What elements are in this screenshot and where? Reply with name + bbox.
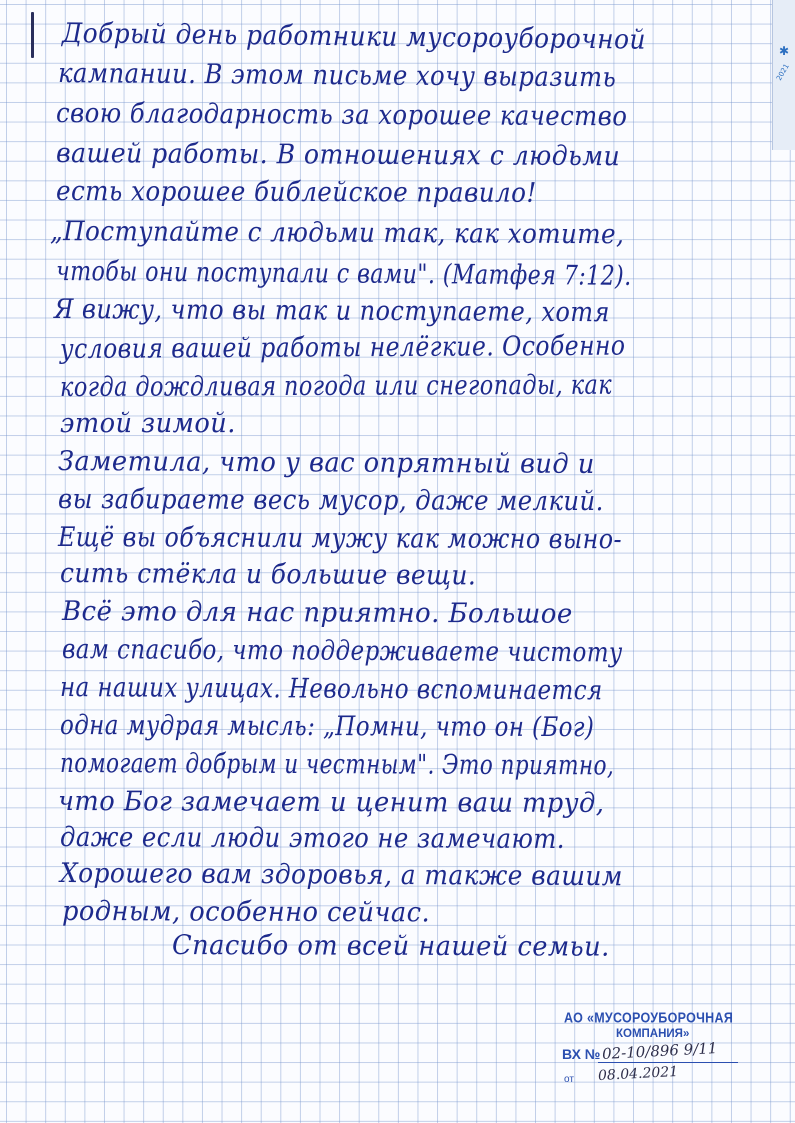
letter-line-12: Заметила, что у вас опрятный вид и [57, 446, 595, 480]
letter-line-11: этой зимой. [60, 408, 236, 439]
corner-strip-text: 2021 [775, 62, 791, 82]
letter-line-24: родным, особенно сейчас. [61, 896, 431, 929]
stamp-date-prefix: от [564, 1074, 574, 1085]
letter-line-17: вам спасибо, что поддерживаете чистоту [61, 634, 623, 669]
registration-stamp [558, 1008, 758, 1098]
stamp-organization-line1: АО «МУСОРОУБОРОЧНАЯ [564, 1010, 734, 1027]
stamp-organization-line2: КОМПАНИЯ» [616, 1028, 690, 1040]
letter-line-2: кампании. В этом письме хочу выразить [57, 58, 617, 94]
star-icon: ✱ [779, 44, 790, 58]
letter-line-10: когда дождливая погода или снегопады, как [59, 369, 613, 403]
letter-line-1: Добрый день работники мусороуборочной [61, 18, 647, 56]
margin-mark [31, 12, 34, 58]
letter-line-21: что Бог замечает и ценит ваш труд, [57, 786, 605, 820]
letter-line-18: на наших улицах. Невольно вспоминается [59, 672, 603, 707]
stamp-date: 08.04.2021 [597, 1063, 679, 1085]
letter-line-23: Хорошего вам здоровья, а также вашим [59, 858, 623, 893]
letter-line-22: даже если люди этого не замечают. [59, 822, 566, 855]
letter-line-4: вашей работы. В отношениях с людьми [55, 138, 621, 173]
letter-line-14: Ещё вы объяснили мужу как можно выно- [57, 522, 623, 556]
letter-line-20: помогает добрым и честным". Это приятно, [59, 748, 615, 782]
letter-line-19: одна мудрая мысль: „Помни, что он (Бог) [59, 710, 595, 744]
corner-strip [772, 0, 795, 150]
letter-line-3: свою благодарность за хорошее качество [55, 98, 628, 133]
letter-line-15: сить стёкла и большие вещи. [59, 558, 477, 592]
letter-line-6: „Поступайте с людьми так, как хотите, [49, 216, 625, 251]
letter-line-13: вы забираете весь мусор, даже мелкий. [57, 484, 604, 518]
stamp-incoming-label: ВХ № [562, 1046, 601, 1062]
letter-line-25: Спасибо от всей нашей семьи. [171, 930, 610, 963]
stamp-incoming-number: 02-10/896 9/11 [601, 1038, 718, 1064]
letter-line-5: есть хорошее библейское правило! [55, 176, 537, 209]
letter-line-9: условия вашей работы нелёгкие. Особенно [59, 330, 626, 365]
letter-line-7: чтобы они поступали с вами". (Матфея 7:12). [55, 256, 632, 292]
letter-line-8: Я вижу, что вы так и поступаете, хотя [53, 294, 610, 329]
letter-line-16: Всё это для нас приятно. Большое [61, 596, 573, 630]
